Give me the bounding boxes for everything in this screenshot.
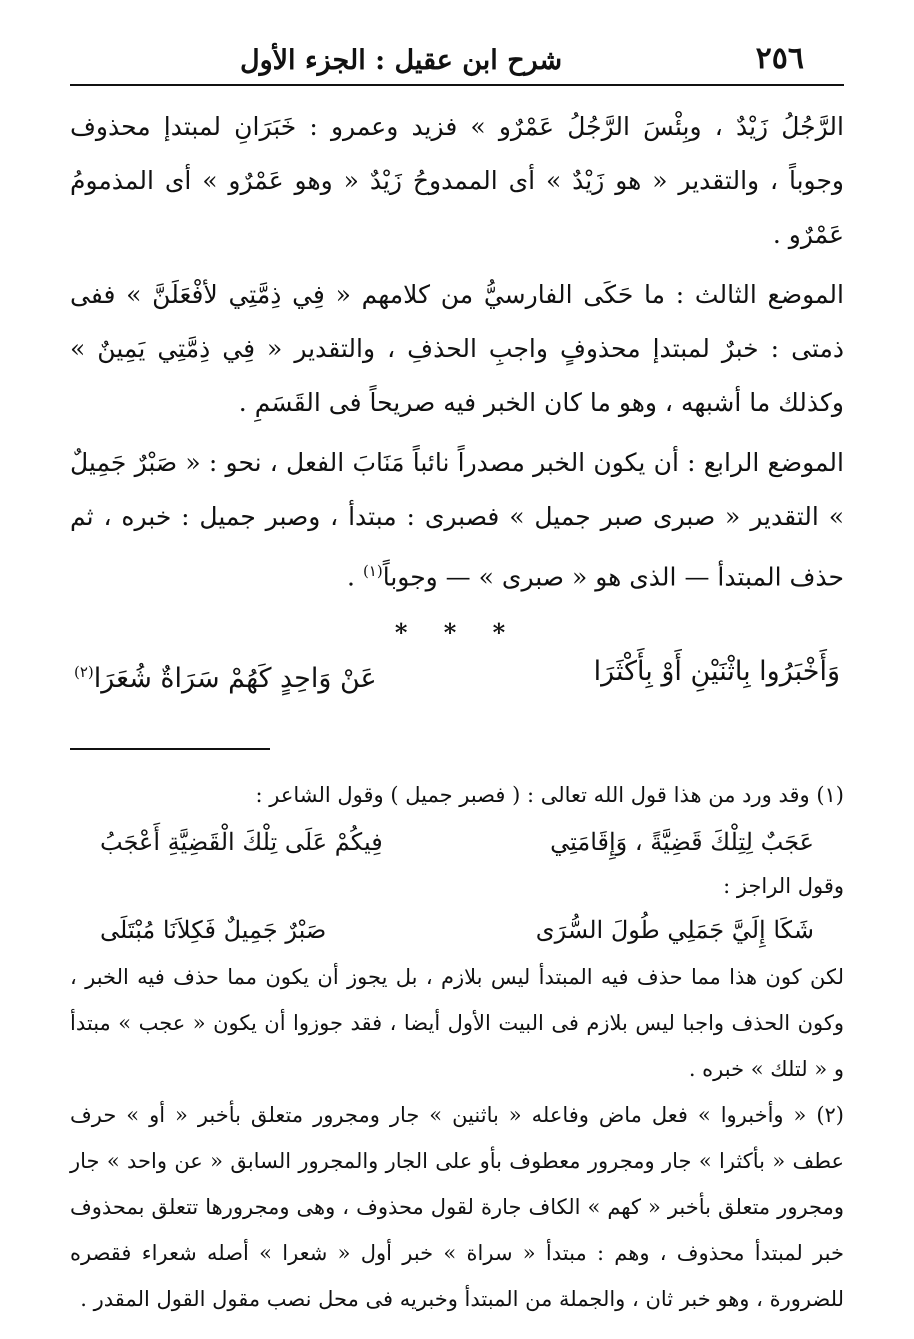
verse-hemistich-1: وَأَخْبَرُوا بِاثْنَيْنِ أَوْ بِأَكْثَرَا xyxy=(593,656,840,688)
running-title: شرح ابن عقيل : الجزء الأول xyxy=(240,45,563,76)
footnote-divider xyxy=(70,748,270,750)
footnote-verse-2-b: صَبْرٌ جَمِيلٌ فَكِلاَنَا مُبْتَلَى xyxy=(100,916,327,945)
page-header xyxy=(70,28,844,86)
footnote-1-commentary: لكن كون هذا مما حذف فيه المبتدأ ليس بلازم ، بل يجوز أن يكون مما حذف فيه الخبر ، وكون الحذف واجبا ليس بلازم فى البيت الأول أيضا ، فقد جوزوا أن يكون « عجب » مبتدأ و « لتلك » خبره . xyxy=(70,965,844,1082)
section-separator: * * * xyxy=(394,618,520,648)
footnote-verse-1-b: فِيكُمْ عَلَى تِلْكَ الْقَضِيَّةِ أَعْجَبُ xyxy=(100,828,383,857)
page-number: ٢٥٦ xyxy=(755,41,804,76)
verse-hemistich-2-text: عَنْ وَاحِدٍ كَهُمْ سَرَاةٌ شُعَرَا xyxy=(93,663,377,695)
footnote-verse-1 xyxy=(70,818,844,866)
main-text xyxy=(70,100,844,704)
paragraph-3 xyxy=(70,436,844,604)
paragraph-3-end: . xyxy=(347,562,363,592)
paragraph-1: الرَّجُلُ زَيْدٌ ، وبِئْسَ الرَّجُلُ عَمْرٌو » فزيد وعمرو : خَبَرَانِ لمبتدإ محذوف وجوباً ، والتقدير « هو زَيْدٌ » أى الممدوحُ زَيْدٌ « وهو عَمْرٌو » أى المذمومُ عَمْرٌو . xyxy=(70,112,844,249)
paragraph-3-text: الموضع الرابع : أن يكون الخبر مصدراً نائباً مَنَابَ الفعل ، نحو : « صَبْرٌ جَمِيلٌ » التقدير « صبرى صبر جميل » فصبرى : مبتدأ ، وصبر جميل : خبره ، ثم حذف المبتدأ — الذى هو « صبرى » — وجوباً xyxy=(70,448,844,592)
footnote-ref-2: (٢) xyxy=(74,663,94,682)
verse-hemistich-2 xyxy=(74,647,377,704)
footnote-verse-2-a: شَكَا إِلَيَّ جَمَلِي طُولَ السُّرَى xyxy=(535,916,814,945)
footnote-1-intro: (١) وقد ورد من هذا قول الله تعالى : ( فصبر جميل ) وقول الشاعر : xyxy=(255,783,844,808)
footnote-rajaz-label: وقول الراجز : xyxy=(723,874,844,899)
footnote-ref-1: (١) xyxy=(362,562,383,580)
alfiyya-verse xyxy=(70,647,844,704)
footnote-verse-2 xyxy=(70,906,844,954)
paragraph-2: الموضع الثالث : ما حَكَى الفارسيُّ من كلامهم « فِي ذِمَّتِي لأفْعَلَنَّ » ففى ذمتى : خبرٌ لمبتدإ محذوفٍ واجبِ الحذفِ ، والتقدير « فِي ذِمَّتِي يَمِينٌ » وكذلك ما أشبهه ، وهو ما كان الخبر فيه صريحاً فى القَسَمِ . xyxy=(70,280,844,417)
footnote-verse-1-a: عَجَبٌ لِتِلْكَ قَضِيَّةً ، وَإِقَامَتِي xyxy=(550,828,814,857)
footnotes xyxy=(70,772,844,1322)
footnote-2: (٢) « وأخبروا » فعل ماض وفاعله « باثنين » جار ومجرور متعلق بأخبر « أو » حرف عطف « بأكثرا » جار ومجرور معطوف بأو على الجار والمجرور السابق « عن واحد » جار ومجرور متعلق بأخبر « كهم » الكاف جارة لقول محذوف ، وهى ومجرورها تتعلق بمحذوف خبر لمبتدأ محذوف ، وهم : مبتدأ « سراة » خبر أول « شعرا » أصله شعراء فقصره للضرورة ، وهو خبر ثان ، والجملة من المبتدأ وخبريه فى محل نصب مقول القول المقدر . xyxy=(70,1103,844,1312)
